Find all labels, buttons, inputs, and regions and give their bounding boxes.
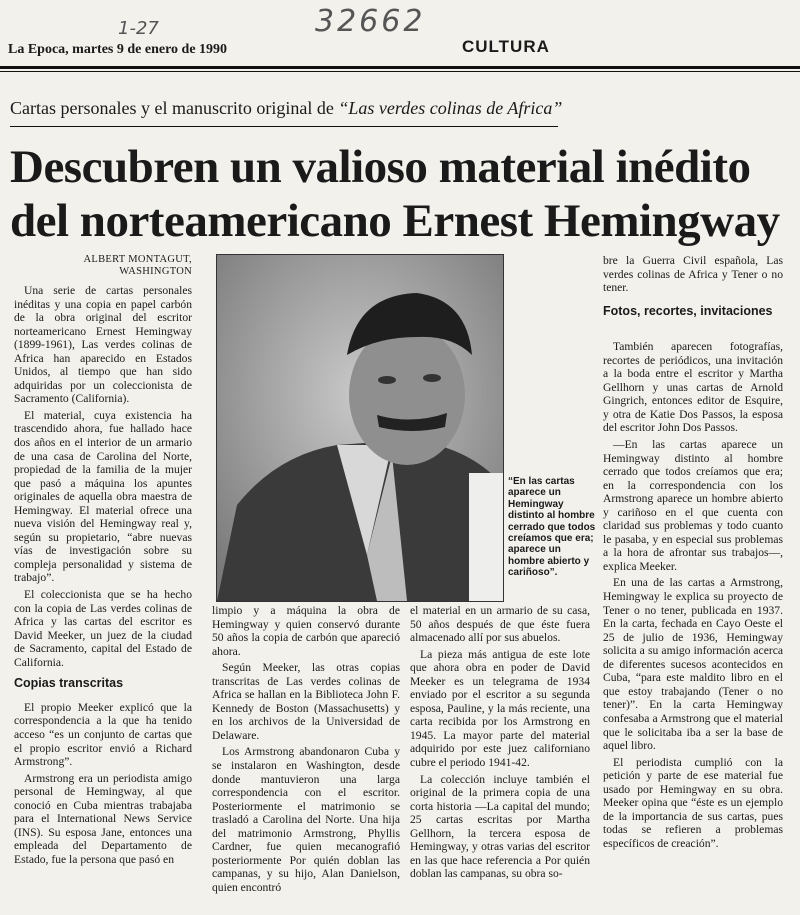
paragraph: bre la Guerra Civil española, Las verdes colinas de Africa y Tener o no tener. bbox=[603, 254, 783, 295]
handwritten-number: 32662 bbox=[315, 4, 426, 39]
subhead: Copias transcritas bbox=[14, 676, 124, 691]
byline-author: ALBERT MONTAGUT, bbox=[83, 254, 192, 265]
headline-line-1: Descubren un valioso material inédito bbox=[10, 141, 751, 193]
photo-caption: “En las cartas aparece un Hemingway distinto al hombre cerrado que todos creíamos que era; aparece un hombre abierto y cariñoso”. bbox=[508, 476, 596, 579]
kicker bbox=[10, 98, 562, 119]
paragraph: En una de las cartas a Armstrong, Hemingway le explica su proyecto de Tener o no tener, publicada en 1937. En la carta, fechada en Cayo Oeste el 25 de julio de 1936, Hemingway solicita a su amigo información acerca de diferentes sucesos acontecidos en Cuba, “para este maldito libro en el que estoy trabajando (Tener o no tener)”. En la carta Hemingway confesaba a Armstrong que el material que le solicitaba iba a ser la base de aquel libro. bbox=[603, 576, 783, 753]
header-rule-thin bbox=[0, 71, 800, 72]
kicker-text: Cartas personales y el manuscrito original de bbox=[10, 98, 339, 118]
paragraph: El coleccionista que se ha hecho con la copia de Las verdes colinas de Africa y las cartas del escritor es David Meeker, un juez de la ciudad de Sacramento, capital del Estado de California. bbox=[14, 588, 192, 669]
paragraph: Según Meeker, las otras copias transcritas de Las verdes colinas de Africa se hallan en la Biblioteca John F. Kennedy de Boston (Massachusetts) y en los archivos de la Universidad de Delaware. bbox=[212, 661, 400, 742]
paragraph: La pieza más antigua de este lote que ahora obra en poder de David Meeker es un telegrama de 1934 enviado por el escritor a su segunda esposa, Pauline, y la más reciente, una carta recibida por los Armstrong en 1945. La mayor parte del material adquirido por este juez californiano cubre el periodo 1941-42. bbox=[410, 647, 590, 770]
paragraph: Los Armstrong abandonaron Cuba y se instalaron en Washington, desde donde mantuvieron una larga correspondencia con el escritor. Posteriormente el matrimonio se trasladó a Carolina del Norte. Una hija del matrimonio Armstrong, Phyllis Cardner, fue quien mecanografió posteriormente Por quién doblan las campanas, y su hijo, Alan Danielson, quien encontró bbox=[212, 745, 400, 894]
paragraph: Armstrong era un periodista amigo personal de Hemingway, al que conoció en Cuba mientras trabajaba para el International News Service (INS). Su esposa Jane, entonces una empleada del Departamento de Estado, fue la persona que pasó en bbox=[14, 771, 192, 866]
column-3 bbox=[410, 604, 590, 884]
paragraph: limpio y a máquina la obra de Hemingway y quien conservó durante 50 años la copia de carbón que apareció ahora. bbox=[212, 604, 400, 658]
column-4 bbox=[603, 254, 783, 853]
paragraph: El propio Meeker explicó que la correspondencia a la que ha tenido acceso “es un conjunto de cartas que el propio escritor envió a Richard Armstrong”. bbox=[14, 700, 192, 769]
photograph bbox=[216, 254, 504, 602]
byline-place: WASHINGTON bbox=[119, 266, 192, 277]
byline bbox=[14, 254, 192, 278]
column-2 bbox=[212, 604, 400, 897]
headline bbox=[10, 140, 800, 248]
paragraph: El periodista cumplió con la petición y parte de ese material fue usado por Hemingway en su obra. Meeker opina que “éste es un ejemplo de la importancia de sus cartas, pues todas se refieren a problemas específicos de creación”. bbox=[603, 755, 783, 850]
paragraph: —En las cartas aparece un Hemingway distinto al hombre cerrado que todos creíamos que era; en la correspondencia con los Armstrong aparece un hombre abierto y cariñoso en el que cuenta con claridad sus problemas y todo cuanto le pasaba, y en especial sus problemas a la hora de afrontar sus trabajos—, explica Meeker. bbox=[603, 438, 783, 573]
paragraph: El material, cuya existencia ha trascendido ahora, fue hallado hace dos años en el interior de un armario de una casa de Carolina del Norte, propiedad de la familia de la mujer que pasó a máquina los apuntes originales de aquella obra maestra de Hemingway. El material ofrece una nueva visión del Hemingway real y, según su propietario, “abre nuevas vías de investigación sobre su compleja personalidad y sistema de trabajo”. bbox=[14, 408, 192, 585]
handwritten-mark: 1-27 bbox=[118, 18, 159, 39]
portrait-image bbox=[217, 255, 503, 601]
dateline: La Epoca, martes 9 de enero de 1990 bbox=[8, 42, 228, 57]
kicker-title: “Las verdes colinas de Africa” bbox=[338, 98, 563, 118]
paragraph: También aparecen fotografías, recortes de periódicos, una invitación a la boda entre el escritor y Martha Gellhorn y unas cartas de Arnold Gingrich, entonces editor de Esquire, y otra de Katie Dos Passos, la esposa del escritor John Dos Passos. bbox=[603, 340, 783, 435]
paragraph: Una serie de cartas personales inéditas y una copia en papel carbón de la obra original del escritor norteamericano Ernest Hemingway (1899-1961), Las verdes colinas de Africa han aparecido en Estados Unidos, al tiempo que han sido adquiridas por un coleccionista de Sacramento (California). bbox=[14, 284, 192, 406]
paragraph: La colección incluye también el original de la primera copia de una corta historia —La capital del mundo; 25 cartas escritas por Martha Gellhorn, la tercera esposa de Hemingway, y otras varias del escritor en las que hace referencia a Por quién doblan las campanas, su obra so- bbox=[410, 772, 590, 881]
kicker-rule bbox=[10, 126, 558, 127]
header-rule bbox=[0, 66, 800, 69]
column-1 bbox=[14, 254, 192, 869]
headline-line-2: del norteamericano Ernest Hemingway bbox=[10, 195, 780, 247]
paragraph: el material en un armario de su casa, 50 años después de que éste fuera almacenado allí por sus abuelos. bbox=[410, 604, 590, 645]
section-label: CULTURA bbox=[462, 37, 550, 56]
subhead: Fotos, recortes, invitaciones bbox=[603, 303, 773, 318]
